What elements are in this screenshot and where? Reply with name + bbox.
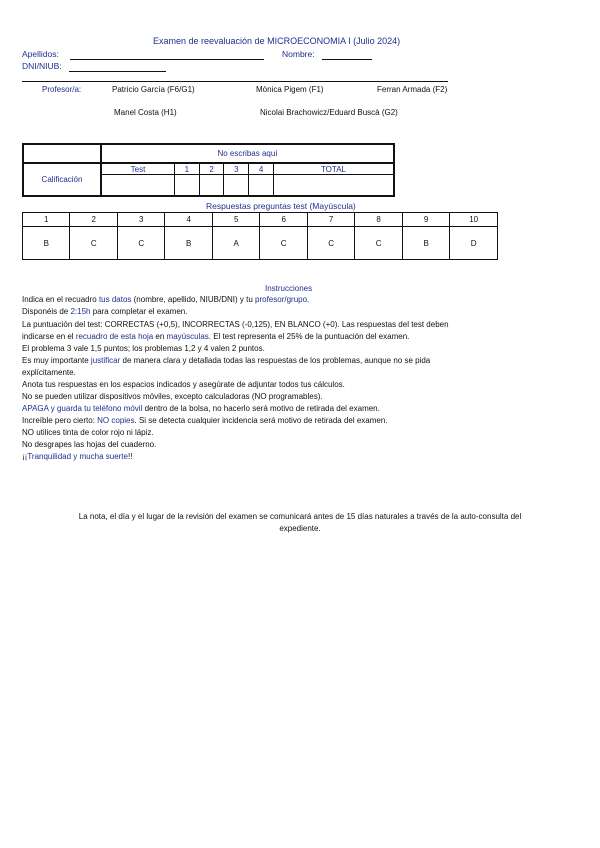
- professor-name: Ferran Armada (F2): [377, 85, 448, 94]
- grade-table: [22, 143, 395, 197]
- answer-cell[interactable]: C: [355, 227, 402, 260]
- instruction-line: Increíble pero cierto: NO copies. Si se detecta cualquier incidencia será motivo de retirada del examen.: [22, 416, 388, 425]
- footer-note-cont: expediente.: [279, 524, 321, 533]
- answer-cell[interactable]: C: [70, 227, 117, 260]
- instruction-line: No se pueden utilizar dispositivos móviles, excepto calculadoras (NO programables).: [22, 392, 323, 401]
- answer-number: 5: [212, 213, 259, 227]
- answer-cell[interactable]: C: [260, 227, 307, 260]
- instruction-line: El problema 3 vale 1,5 puntos; los problemas 1,2 y 4 valen 2 puntos.: [22, 344, 265, 353]
- instruction-line: Disponéis de 2:15h para completar el examen.: [22, 307, 188, 316]
- grade-cell[interactable]: [174, 175, 199, 196]
- dni-label: DNI/NIUB:: [22, 61, 62, 71]
- instruction-line: No desgrapes las hojas del cuaderno.: [22, 440, 157, 449]
- grade-cell[interactable]: [273, 175, 394, 196]
- answer-number: 6: [260, 213, 307, 227]
- exam-title: Examen de reevaluación de MICROECONOMIA I (Julio 2024): [153, 36, 401, 46]
- answer-cell[interactable]: B: [165, 227, 212, 260]
- apellidos-label: Apellidos:: [22, 49, 59, 59]
- apellidos-field[interactable]: [70, 59, 264, 60]
- answer-number: 7: [307, 213, 354, 227]
- answer-cell[interactable]: D: [450, 227, 498, 260]
- grade-col-header: Test: [101, 163, 174, 175]
- grade-cell[interactable]: [101, 175, 174, 196]
- instruction-line: NO utilices tinta de color rojo ni lápiz.: [22, 428, 154, 437]
- grade-cell[interactable]: [199, 175, 224, 196]
- grade-col-header: TOTAL: [273, 163, 394, 175]
- answer-cell[interactable]: B: [23, 227, 70, 260]
- answers-title: Respuestas preguntas test (Mayúscula): [206, 201, 356, 211]
- answers-table: [22, 212, 498, 260]
- dni-field[interactable]: [69, 71, 166, 72]
- professor-name: Mònica Pigem (F1): [256, 85, 324, 94]
- professor-name: Manel Costa (H1): [114, 108, 177, 117]
- instruction-line: La puntuación del test: CORRECTAS (+0,5), INCORRECTAS (-0,125), EN BLANCO (+0). Las respuestas del test deben: [22, 320, 449, 329]
- answer-number: 4: [165, 213, 212, 227]
- grade-cell[interactable]: [224, 175, 249, 196]
- grade-col-header: 3: [224, 163, 249, 175]
- grade-corner-cell: [23, 144, 101, 163]
- instruction-line: Es muy importante justificar de manera clara y detallada todas las respuestas de los problemas, aunque no se pida: [22, 356, 431, 365]
- grade-col-header: 1: [174, 163, 199, 175]
- grade-table-header: No escribas aquí: [101, 144, 394, 163]
- grade-col-header: 2: [199, 163, 224, 175]
- professor-name: Patricio García (F6/G1): [112, 85, 195, 94]
- answer-number: 2: [70, 213, 117, 227]
- calificacion-label: Calificación: [23, 163, 101, 196]
- answer-number: 8: [355, 213, 402, 227]
- answer-cell[interactable]: A: [212, 227, 259, 260]
- instruction-line: APAGA y guarda tu teléfono móvil dentro de la bolsa, no hacerlo será motivo de retirada del examen.: [22, 404, 380, 413]
- profesor-label: Profesor/a:: [42, 85, 82, 94]
- answer-cell[interactable]: B: [402, 227, 449, 260]
- header-divider: [22, 81, 448, 82]
- footer-note: La nota, el día y el lugar de la revisión del examen se comunicará antes de 15 días naturales a través de la auto-consulta del: [78, 512, 522, 521]
- grade-cell[interactable]: [249, 175, 274, 196]
- nombre-label: Nombre:: [282, 49, 315, 59]
- answer-number: 1: [23, 213, 70, 227]
- answer-number: 10: [450, 213, 498, 227]
- instruction-line: explícitamente.: [22, 368, 76, 377]
- nombre-field[interactable]: [322, 59, 372, 60]
- instruction-line: Anota tus respuestas en los espacios indicados y asegúrate de adjuntar todos tus cálculos.: [22, 380, 345, 389]
- answer-number: 3: [117, 213, 164, 227]
- grade-col-header: 4: [249, 163, 274, 175]
- instruction-line: ¡¡Tranquilidad y mucha suerte!!: [22, 452, 133, 461]
- professor-name: Nicolai Brachowicz/Eduard Buscà (G2): [260, 108, 398, 117]
- instruction-line: Indica en el recuadro tus datos (nombre, apellido, NIUB/DNI) y tu profesor/grupo.: [22, 295, 310, 304]
- instructions-title: Instrucciones: [265, 284, 313, 293]
- answer-number: 9: [402, 213, 449, 227]
- instruction-line: indicarse en el recuadro de esta hoja en mayúsculas. El test representa el 25% de la puntuación del examen.: [22, 332, 410, 341]
- answer-cell[interactable]: C: [307, 227, 354, 260]
- answer-cell[interactable]: C: [117, 227, 164, 260]
